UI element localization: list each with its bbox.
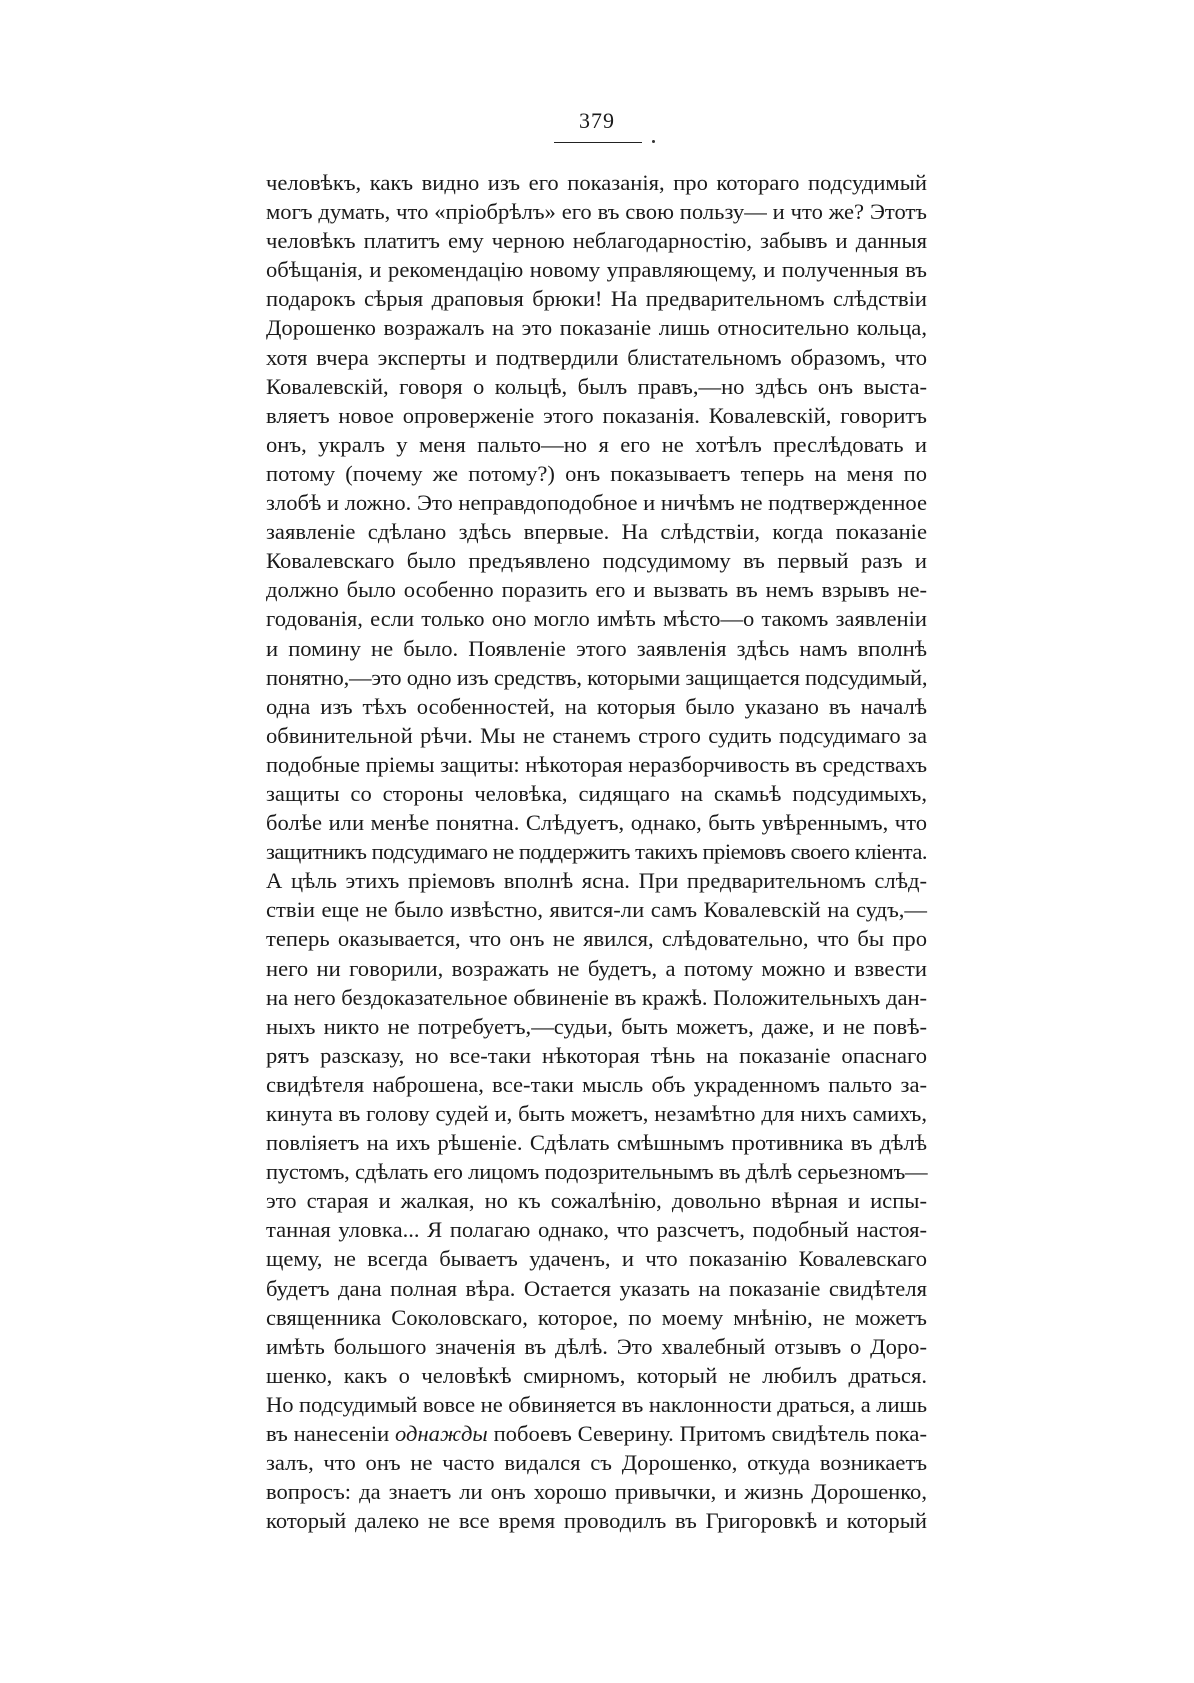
text-line: защитникъ подсудимаго не поддержитъ такихъ пріемовъ своего кліента. xyxy=(266,839,927,865)
text-line: кинута въ голову судей и, быть можетъ, незамѣтно для нихъ самихъ, xyxy=(266,1101,927,1126)
body-text xyxy=(266,168,927,1535)
text-line: годованія, если только оно могло имѣть мѣсто—о такомъ заявленіи xyxy=(266,606,927,632)
text-line: который далеко не все время проводилъ въ Григоровкѣ и который xyxy=(266,1508,927,1534)
text-line: вопросъ: да знаетъ ли онъ хорошо привычки, и жизнь Дорошенко, xyxy=(266,1479,927,1505)
page-number: 379 xyxy=(579,108,615,133)
text-line: повліяетъ на ихъ рѣшеніе. Сдѣлать смѣшнымъ противника въ дѣлѣ xyxy=(266,1130,927,1156)
text-line: священника Соколовскаго, которое, по моему мнѣнію, не можетъ xyxy=(266,1304,927,1330)
text-line: понятно,—это одно изъ средствъ, которыми защищается подсудимый, xyxy=(266,664,928,690)
text-line: заявленіе сдѣлано здѣсь впервые. На слѣдствіи, когда показаніе xyxy=(266,519,927,545)
text-line: должно было особенно поразить его и вызвать въ немъ взрывъ не- xyxy=(266,577,927,603)
text-line: пустомъ, сдѣлать его лицомъ подозрительнымъ въ дѣлѣ серьезномъ— xyxy=(266,1159,928,1185)
text-line: потому (почему же потому?) онъ показываетъ теперь на меня по xyxy=(266,460,927,486)
text-line: танная уловка... Я полагаю однако, что разсчетъ, подобный настоя- xyxy=(266,1217,927,1243)
text-line: Ковалевскаго было предъявлено подсудимому въ первый разъ и xyxy=(266,548,927,574)
text-line: вляетъ новое опроверженіе этого показанія. Ковалевскій, говоритъ xyxy=(266,402,927,428)
text-line: Дорошенко возражалъ на это показаніе лишь относительно кольца, xyxy=(266,315,927,341)
emphasized-word: однажды xyxy=(395,1421,488,1447)
text-line: обвинительной рѣчи. Мы не станемъ строго судить подсудимаго за xyxy=(266,722,927,748)
text-line: теперь оказывается, что онъ не явился, слѣдовательно, что бы про xyxy=(266,926,927,952)
text-line: щему, не всегда бываетъ удаченъ, и что показанію Ковалевскаго xyxy=(266,1246,927,1272)
text-line: А цѣль этихъ пріемовъ вполнѣ ясна. При предварительномъ слѣд- xyxy=(266,868,927,894)
text-line: онъ, укралъ у меня пальто—но я его не хотѣлъ преслѣдовать и xyxy=(266,431,927,457)
text-line: хотя вчера эксперты и подтвердили блистательномъ образомъ, что xyxy=(266,344,927,370)
text-line: человѣкъ платитъ ему черною неблагодарностію, забывъ и данныя xyxy=(266,228,927,254)
text-line: шенко, какъ о человѣкѣ смирномъ, который не любилъ драться. xyxy=(266,1362,927,1388)
text-line: болѣе или менѣе понятна. Слѣдуетъ, однако, быть увѣреннымъ, что xyxy=(266,810,927,836)
text-line: въ нанесеніи однажды побоевъ Северину. Притомъ свидѣтель пока- xyxy=(266,1421,927,1447)
text-line: залъ, что онъ не часто видался съ Дорошенко, откуда возникаетъ xyxy=(266,1450,927,1476)
text-line: Но подсудимый вовсе не обвиняется въ наклонности драться, а лишь xyxy=(266,1391,927,1417)
text-line: на него бездоказательное обвиненіе въ кражѣ. Положительныхъ дан- xyxy=(266,984,927,1010)
text-line: защиты со стороны человѣка, сидящаго на скамьѣ подсудимыхъ, xyxy=(266,780,927,806)
text-line: злобѣ и ложно. Это неправдоподобное и ничѣмъ не подтвержденное xyxy=(266,490,928,516)
text-line: подарокъ сѣрыя драповыя брюки! На предварительномъ слѣдствіи xyxy=(266,286,927,312)
header-rule xyxy=(554,142,642,143)
text-line: будетъ дана полная вѣра. Остается указать на показаніе свидѣтеля xyxy=(266,1275,927,1301)
text-line: Ковалевскій, говоря о кольцѣ, былъ правъ,—но здѣсь онъ выста- xyxy=(266,373,927,399)
header-rule-dot xyxy=(652,140,655,143)
text-line: ныхъ никто не потребуетъ,—судьи, быть можетъ, даже, и не повѣ- xyxy=(266,1013,927,1039)
text-line: человѣкъ, какъ видно изъ его показанія, про котораго подсудимый xyxy=(266,170,927,195)
text-line: это старая и жалкая, но къ сожалѣнію, довольно вѣрная и испы- xyxy=(266,1188,927,1214)
text-line: рятъ разсказу, но все-таки нѣкоторая тѣнь на показаніе опаснаго xyxy=(266,1042,927,1068)
text-line: и помину не было. Появленіе этого заявленія здѣсь намъ вполнѣ xyxy=(266,635,927,661)
text-line: свидѣтеля наброшена, все-таки мысль объ украденномъ пальто за- xyxy=(266,1071,927,1097)
text-line: могъ думать, что «пріобрѣлъ» его въ свою пользу— и что же? Этотъ xyxy=(266,199,927,225)
text-line: него ни говорили, возражать не будетъ, а потому можно и взвести xyxy=(266,955,927,981)
text-line: подобные пріемы защиты: нѣкоторая неразборчивость въ средствахъ xyxy=(266,751,927,777)
text-line: обѣщанія, и рекомендацію новому управляющему, и полученныя въ xyxy=(266,257,927,283)
text-line: ствіи еще не было извѣстно, явится-ли самъ Ковалевскій на судъ,— xyxy=(266,897,927,923)
text-line: имѣть большого значенія въ дѣлѣ. Это хвалебный отзывъ о Доро- xyxy=(266,1333,927,1359)
text-line: одна изъ тѣхъ особенностей, на которыя было указано въ началѣ xyxy=(266,693,927,719)
